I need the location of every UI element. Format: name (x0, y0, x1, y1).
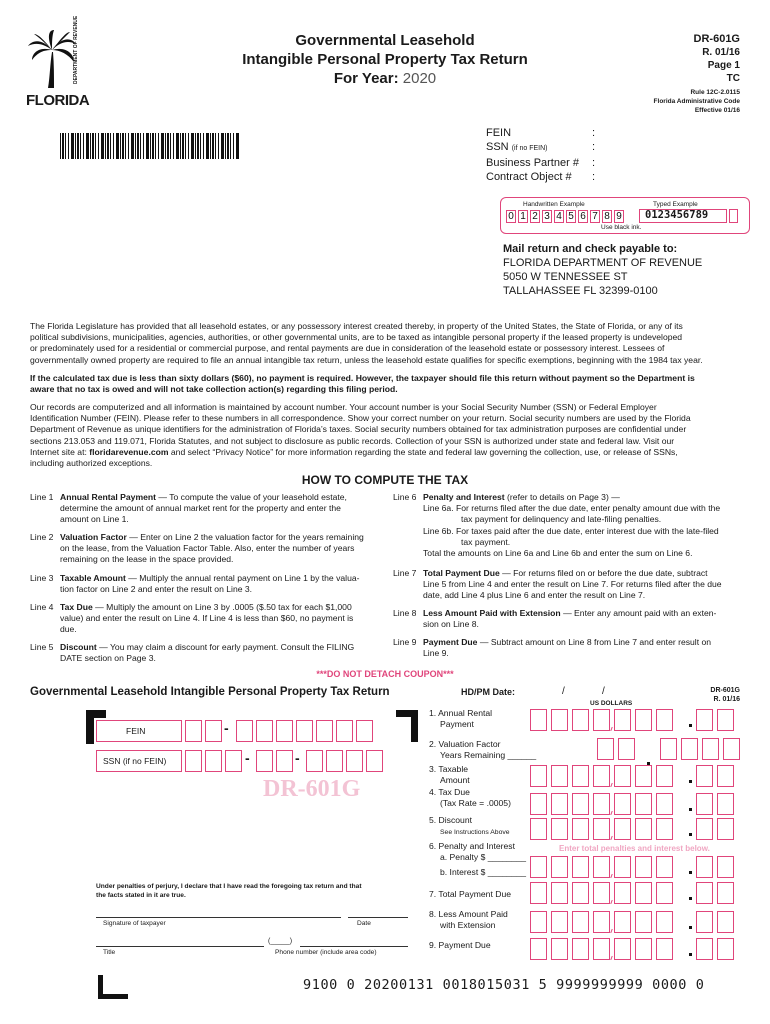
cents-digit-box[interactable] (696, 911, 713, 933)
line-text: sion on Line 8. (423, 619, 479, 630)
line-text: value) and enter the result on Line 4. If Line 4 is less than $60, no payment is (60, 613, 354, 624)
bp-colon: : (592, 157, 596, 169)
hdpm-date-label: HD/PM Date: (461, 687, 516, 697)
amount-digit-box[interactable] (656, 709, 673, 731)
line-text: amount on Line 1. (60, 514, 129, 525)
amount-digit-box[interactable] (635, 882, 652, 904)
intro-line: Department of Revenue as unique identifiers for the administration of Florida’s taxes. Social security numbers obtained for tax administration purposes are confidential under (30, 424, 687, 435)
line-title: Annual Rental Payment (60, 492, 156, 502)
line-number: Line 5 (30, 642, 54, 652)
amount-digit-box[interactable] (551, 856, 568, 878)
amount-digit-box[interactable] (614, 709, 631, 731)
amount-digit-box[interactable] (530, 911, 547, 933)
amount-digit-box[interactable] (530, 818, 547, 840)
cents-digit-box[interactable] (717, 911, 734, 933)
amount-digit-box[interactable] (614, 818, 631, 840)
amount-digit-box[interactable] (593, 709, 610, 731)
amount-digit-box[interactable] (572, 765, 589, 787)
cents-digit-box[interactable] (717, 938, 734, 960)
phone-line[interactable] (300, 946, 408, 947)
intro-line: or predominately used for a residential or commercial purpose, and rental payments are due in consideration of the leasehold estate or possessory interest. Lessees of (30, 343, 665, 354)
amount-digit-box[interactable] (593, 911, 610, 933)
line-title: Tax Due (60, 602, 93, 612)
decimal-point (689, 780, 692, 783)
amount-digit-box[interactable] (635, 818, 652, 840)
amount-digit-box[interactable] (656, 938, 673, 960)
cents-digit-box[interactable] (696, 765, 713, 787)
decimal-point (689, 833, 692, 836)
co-colon: : (592, 171, 596, 183)
fein-colon: : (592, 127, 596, 139)
amount-digit-box[interactable] (635, 856, 652, 878)
decimal-point (689, 953, 692, 956)
amount-digit-box[interactable] (551, 911, 568, 933)
coupon-line-6a: 6. Penalty and Interest (429, 841, 515, 851)
cents-digit-box[interactable] (696, 856, 713, 878)
line-text: due. (60, 624, 77, 635)
intro-line: If the calculated tax due is less than sixty dollars ($60), no payment is required. However, the taxpayer should file this return without payment so the Department is (30, 373, 695, 383)
handwritten-example-label: Handwritten Example (523, 201, 585, 208)
hand-digit: 2 (530, 210, 540, 223)
line-text: date, add Line 4 plus Line 6 and enter the result on Line 7. (423, 590, 646, 601)
cents-digit-box[interactable] (696, 938, 713, 960)
line-title: Valuation Factor (60, 532, 127, 542)
coupon-line-8a: 8. Less Amount Paid (429, 909, 508, 919)
amount-digit-box[interactable] (614, 911, 631, 933)
amount-digit-box[interactable] (551, 765, 568, 787)
cents-digit-box[interactable] (717, 793, 734, 815)
line-title: Total Payment Due (423, 568, 500, 578)
amount-digit-box[interactable] (530, 938, 547, 960)
cents-digit-box[interactable] (717, 856, 734, 878)
amount-digit-box[interactable] (530, 856, 547, 878)
ssn-note: (if no FEIN) (511, 145, 548, 152)
mail-heading: Mail return and check payable to: (503, 243, 678, 255)
intro-line: aware that no tax is owed and will not take collection action(s) regarding this filing period. (30, 384, 398, 395)
ssn-label: SSN (486, 141, 509, 153)
cents-digit-box[interactable] (717, 882, 734, 904)
coupon-line-2b: Years Remaining ______ (440, 750, 537, 760)
title-label: Title (103, 949, 116, 956)
line-number: Line 6 (393, 492, 417, 502)
intro-line: Identification Number (FEIN). Please refer to these numbers in all correspondence. Show your correct number on your return. Social security numbers are used by the Florida (30, 413, 691, 424)
amount-digit-box[interactable] (656, 765, 673, 787)
ssn-colon: : (592, 141, 596, 153)
form-title-1: Governmental Leasehold (295, 32, 475, 49)
cents-digit-box[interactable] (696, 882, 713, 904)
coupon-line-6b[interactable]: a. Penalty $ ________ (440, 852, 527, 862)
intro-text: Internet site at: (30, 446, 90, 457)
coupon-revision: R. 01/16 (713, 696, 740, 703)
amount-digit-box[interactable] (597, 738, 614, 760)
amount-digit-box[interactable] (635, 938, 652, 960)
enter-total-note: Enter total penalties and interest below. (559, 844, 710, 853)
line-number: Line 4 (30, 602, 54, 612)
fein-coupon-label: FEIN (126, 726, 146, 736)
amount-digit-box[interactable] (593, 793, 610, 815)
intro-line: Our records are computerized and all information is maintained by account number. Your account number is your Social Security Number (SSN) or Federal Employer (30, 402, 657, 412)
coupon-title: Governmental Leasehold Intangible Personal Property Tax Return (30, 686, 390, 698)
fein-label: FEIN (486, 127, 512, 139)
coupon-line-8b: with Extension (440, 920, 496, 930)
phone-paren: (_____) (268, 938, 293, 945)
amount-digit-box[interactable] (572, 938, 589, 960)
line-number: Line 1 (30, 492, 54, 502)
line-text: — You may claim a discount for early payment. Consult the FILING (96, 642, 355, 652)
page-number: Page 1 (707, 60, 740, 71)
hand-digit: 8 (602, 210, 612, 223)
amount-digit-box[interactable] (551, 938, 568, 960)
amount-digit-box[interactable] (681, 738, 698, 760)
typed-example-label: Typed Example (653, 201, 698, 208)
dr601g-watermark: DR-601G (263, 776, 361, 802)
coupon-line-4a: 4. Tax Due (429, 787, 470, 797)
amount-digit-box[interactable] (593, 856, 610, 878)
revision: R. 01/16 (702, 47, 740, 58)
perjury-line-2: the facts stated in it are true. (96, 892, 186, 899)
intro-line: governmentally owned property are required to file an annual intangible tax return, unless the leasehold estate qualifies for specific exemptions, beginning with the 1984 tax year. (30, 354, 703, 365)
line-text: — Multiply the annual rental payment on Line 1 by the valua- (125, 573, 360, 583)
mail-line-3: TALLAHASSEE FL 32399-0100 (503, 285, 658, 297)
decimal-point (689, 871, 692, 874)
amount-digit-box[interactable] (656, 911, 673, 933)
coupon-line-1b: Payment (440, 719, 474, 729)
amount-digit-box[interactable] (660, 738, 677, 760)
hdpm-slash-2: / (602, 686, 605, 697)
line-number: Line 7 (393, 568, 417, 578)
coupon-line-1a: 1. Annual Rental (429, 708, 493, 718)
decimal-point (689, 926, 692, 929)
typed-example: 0123456789 (645, 209, 709, 221)
amount-digit-box[interactable] (530, 882, 547, 904)
intro-line: sections 213.053 and 119.071, Florida Statutes, and not subject to disclosure as public records. Collection of your SSN is authorized under state and federal law. Visit our (30, 435, 675, 446)
line-text: — Subtract amount on Line 8 from Line 7 and enter result on (477, 637, 712, 647)
line-number: Line 3 (30, 573, 54, 583)
mail-line-2: 5050 W TENNESSEE ST (503, 271, 628, 283)
perjury-line-1: Under penalties of perjury, I declare that I have read the foregoing tax return and that (96, 883, 362, 890)
line-text: (refer to details on Page 3) — (504, 492, 620, 502)
line-text: tax payment. (461, 536, 511, 547)
amount-digit-box[interactable] (618, 738, 635, 760)
line-text: DATE section on Page 3. (60, 653, 156, 664)
cents-digit-box[interactable] (696, 793, 713, 815)
amount-digit-box[interactable] (656, 856, 673, 878)
amount-digit-box[interactable] (572, 793, 589, 815)
amount-digit-box[interactable] (572, 856, 589, 878)
amount-digit-box[interactable] (593, 882, 610, 904)
amount-digit-box[interactable] (635, 709, 652, 731)
amount-digit-box[interactable] (593, 765, 610, 787)
amount-digit-box[interactable] (551, 709, 568, 731)
line-title: Discount (60, 642, 97, 652)
coupon-line-9: 9. Payment Due (429, 940, 491, 950)
decimal-point (689, 808, 692, 811)
hand-digit: 4 (554, 210, 564, 223)
for-year-label: For Year: (333, 70, 399, 87)
phone-label: Phone number (include area code) (275, 949, 377, 956)
tax-year: 2020 (402, 70, 437, 87)
line-text: Line 5 from Line 4 and enter the result on Line 7. For returns filed after the due (423, 579, 722, 590)
line-text: determine the amount of annual market rent for the property and enter the (60, 503, 341, 514)
scanline: 9100 0 20200131 0018015031 5 9999999999 0000 0 (303, 977, 705, 993)
amount-digit-box[interactable] (551, 793, 568, 815)
amount-digit-box[interactable] (656, 818, 673, 840)
line-text: remaining on the lease in the space provided. (60, 554, 234, 565)
line-number: Line 9 (393, 637, 417, 647)
rule-number: Rule 12C-2.0115 (690, 89, 740, 96)
howto-heading: HOW TO COMPUTE THE TAX (301, 473, 469, 487)
line-text: tax payment for delinquency and late-filing penalties. (461, 514, 662, 525)
line-text: tion factor on Line 2 and enter the result on Line 3. (60, 584, 253, 595)
coupon-line-7: 7. Total Payment Due (429, 889, 512, 899)
amount-digit-box[interactable] (572, 709, 589, 731)
line-text: — For returns filed on or before the due date, subtract (499, 568, 708, 578)
amount-digit-box[interactable] (635, 911, 652, 933)
amount-digit-box[interactable] (635, 793, 652, 815)
amount-digit-box[interactable] (614, 765, 631, 787)
form-id: DR-601G (693, 33, 740, 45)
cents-digit-box[interactable] (696, 818, 713, 840)
coupon-line-3a: 3. Taxable (429, 764, 469, 774)
amount-digit-box[interactable] (656, 882, 673, 904)
amount-digit-box[interactable] (635, 765, 652, 787)
cents-digit-box[interactable] (696, 709, 713, 731)
decimal-point (689, 897, 692, 900)
amount-digit-box[interactable] (702, 738, 719, 760)
amount-digit-box[interactable] (723, 738, 740, 760)
do-not-detach: ***DO NOT DETACH COUPON*** (316, 669, 454, 679)
form-title-2: Intangible Personal Property Tax Return (242, 51, 528, 68)
coupon-line-5a: 5. Discount (429, 815, 472, 825)
hand-digit: 7 (590, 210, 600, 223)
line-title: Penalty and Interest (423, 492, 505, 502)
intro-line: political subdivisions, municipalities, agencies, authorities, or other governmental units, are to be taxed as intangible personal property if the leased property is undeveloped (30, 332, 683, 343)
coupon-line-5b: See Instructions Above (440, 829, 510, 836)
tc-code: TC (726, 73, 740, 84)
signature-label: Signature of taxpayer (103, 920, 166, 927)
ssn-dash: - (245, 750, 250, 766)
amount-digit-box[interactable] (656, 793, 673, 815)
mail-line-1: FLORIDA DEPARTMENT OF REVENUE (503, 257, 703, 269)
amount-digit-box[interactable] (551, 818, 568, 840)
coupon-line-2a: 2. Valuation Factor (429, 739, 501, 749)
line-title: Taxable Amount (60, 573, 126, 583)
ssn-coupon-label: SSN (if no FEIN) (103, 756, 167, 766)
decimal-point (689, 724, 692, 727)
line-title: Payment Due (423, 637, 478, 647)
coupon-line-4b: (Tax Rate = .0005) (440, 798, 511, 808)
amount-digit-box[interactable] (593, 938, 610, 960)
line-text: Line 6a. For returns filed after the due date, enter penalty amount due with the (423, 503, 721, 514)
amount-digit-box[interactable] (530, 709, 547, 731)
hand-digit: 6 (578, 210, 588, 223)
line-text: — To compute the value of your leasehold estate, (155, 492, 347, 502)
line-text: — Enter on Line 2 the valuation factor for the years remaining (126, 532, 364, 542)
hand-digit: 5 (566, 210, 576, 223)
signature-line[interactable] (96, 917, 341, 918)
hand-digit: 9 (614, 210, 624, 223)
cents-digit-box[interactable] (717, 818, 734, 840)
date-label: Date (357, 920, 371, 927)
line-number: Line 8 (393, 608, 417, 618)
amount-digit-box[interactable] (614, 938, 631, 960)
dept-vertical-text: DEPARTMENT OF REVENUE (73, 15, 79, 84)
intro-line: The Florida Legislature has provided that all leasehold estates, or any possessory interest created thereby, in property of the United States, the State of Florida, or any of its (30, 321, 683, 331)
line-text: — Multiply the amount on Line 3 by .0005 ($.50 tax for each $1,000 (92, 602, 352, 612)
amount-digit-box[interactable] (614, 793, 631, 815)
coupon-line-6c[interactable]: b. Interest $ ________ (440, 867, 527, 877)
line-text: — Enter any amount paid with an exten- (560, 608, 717, 618)
date-line[interactable] (348, 917, 408, 918)
line-text: Line 6b. For taxes paid after the due date, enter interest due with the late-filed (423, 525, 719, 536)
amount-digit-box[interactable] (530, 793, 547, 815)
fein-dash: - (224, 720, 229, 736)
amount-digit-box[interactable] (572, 911, 589, 933)
hand-digit: 3 (542, 210, 552, 223)
hdpm-slash-1: / (562, 686, 565, 697)
amount-digit-box[interactable] (593, 818, 610, 840)
coupon-line-3b: Amount (440, 775, 470, 785)
line-title: Less Amount Paid with Extension (423, 608, 561, 618)
hand-digit: 1 (518, 210, 528, 223)
amount-digit-box[interactable] (551, 882, 568, 904)
us-dollars: US DOLLARS (590, 700, 633, 707)
amount-digit-box[interactable] (572, 882, 589, 904)
ssn-dash: - (295, 750, 300, 766)
co-label: Contract Object # (486, 171, 572, 183)
effective-date: Effective 01/16 (694, 107, 740, 114)
bp-label: Business Partner # (486, 157, 579, 169)
line-text: Total the amounts on Line 6a and Line 6b and enter the sum on Line 6. (423, 548, 693, 559)
amount-digit-box[interactable] (530, 765, 547, 787)
black-ink-note: Use black ink. (601, 224, 642, 231)
amount-digit-box[interactable] (614, 856, 631, 878)
admin-code: Florida Administrative Code (653, 98, 740, 105)
amount-digit-box[interactable] (572, 818, 589, 840)
florida-wordmark: FLORIDA (26, 92, 90, 109)
cents-digit-box[interactable] (717, 709, 734, 731)
website-link[interactable]: floridarevenue.com (89, 446, 169, 457)
amount-digit-box[interactable] (614, 882, 631, 904)
line-number: Line 2 (30, 532, 54, 542)
hand-digit: 0 (506, 210, 516, 223)
intro-line: including authorized exceptions. (30, 458, 153, 469)
title-line[interactable] (96, 946, 264, 947)
cents-digit-box[interactable] (717, 765, 734, 787)
line-text: Line 9. (423, 648, 449, 659)
line-text: on the lease, from the Valuation Factor Table. Also, enter the number of years (60, 543, 355, 554)
intro-text: and select “Privacy Notice” for more information regarding the state and federal law governing the collection, use, or release of SSNs, (168, 446, 678, 457)
coupon-form-id: DR-601G (710, 687, 740, 694)
